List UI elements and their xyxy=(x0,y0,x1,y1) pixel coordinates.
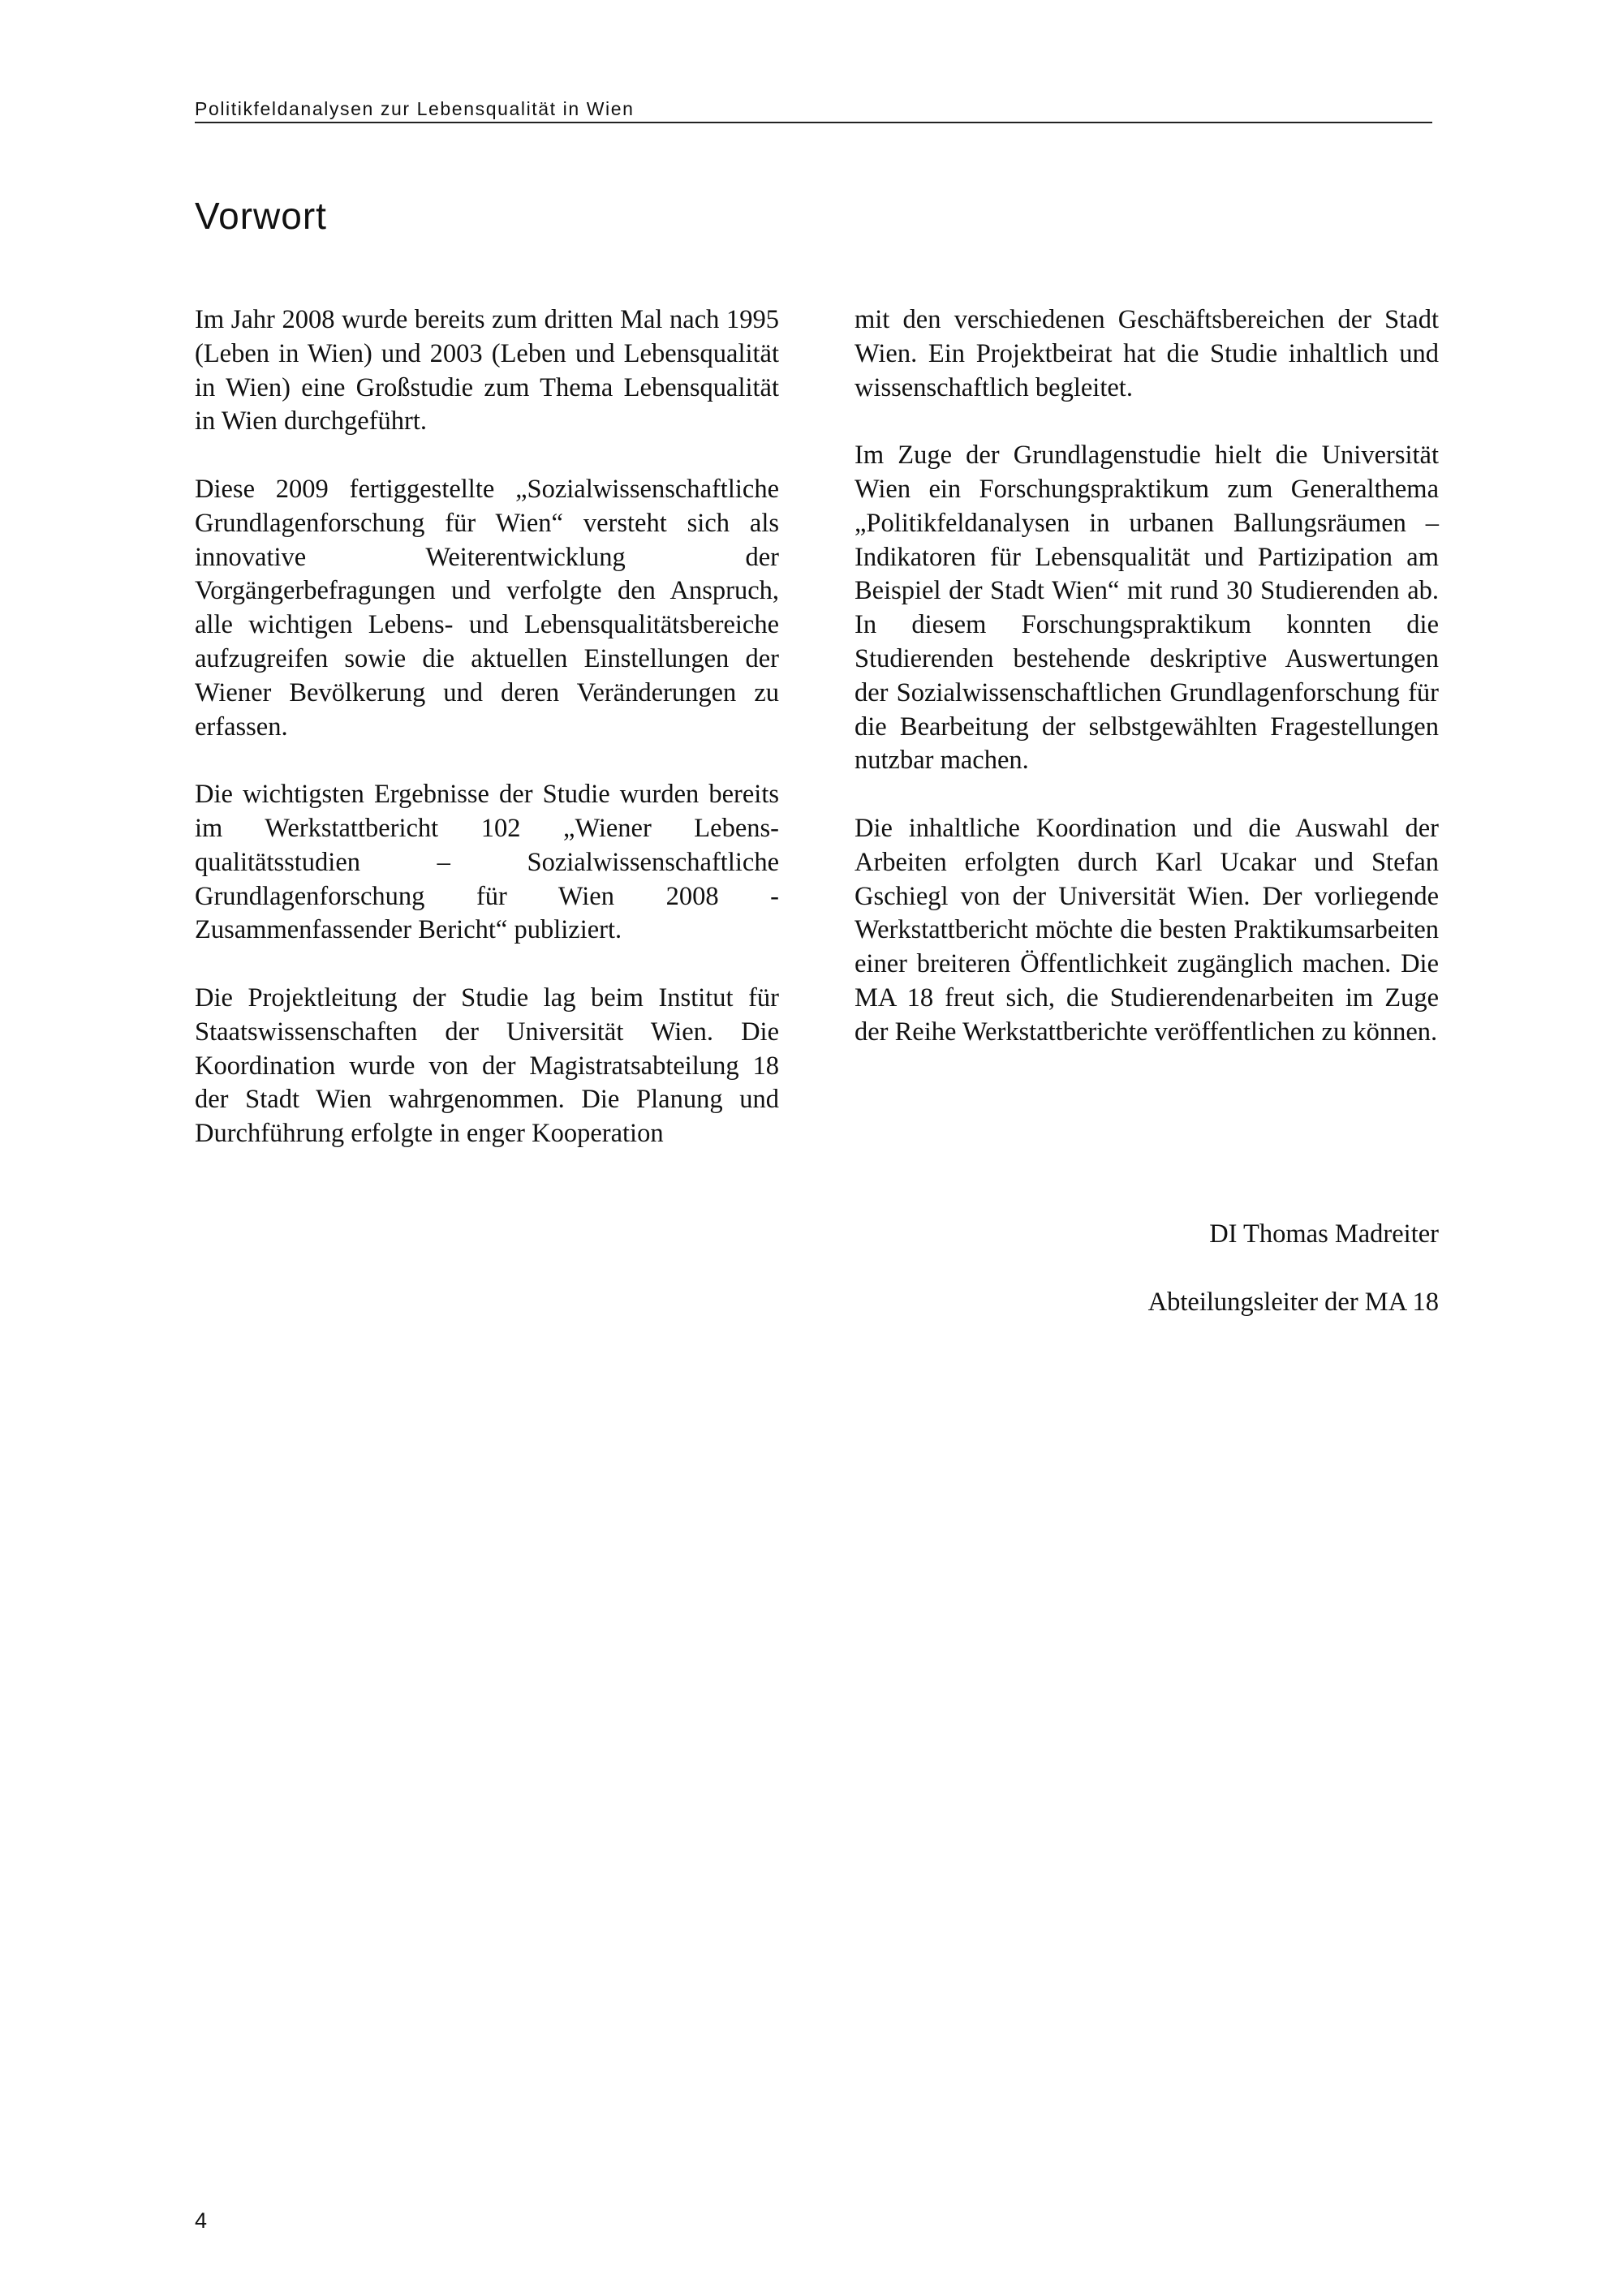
running-header: Politikfeldanalysen zur Lebensqualität in Wien xyxy=(195,97,1432,123)
signature-role: Abteilungsleiter der MA 18 xyxy=(1147,1288,1439,1317)
right-column xyxy=(855,303,1439,1083)
paragraph: Im Zuge der Grundlagenstudie hielt die Universität Wien ein Forschungspraktikum zum Generalthema „Politikfeldanalysen in urbanen Ballungsräumen – Indikatoren für Lebensqualität und Partizipation am Beispiel der Stadt Wien“ mit rund 30 Studierenden ab. In diesem Forschungspraktikum konnten die Studierenden bestehende deskriptive Auswertungen der Sozialwissenschaftlichen Grundlagenforschung für die Bearbeitung der selbstgewählten Fragestellungen nutzbar machen. xyxy=(855,441,1439,776)
signature-block xyxy=(855,1217,1439,1353)
paragraph: Im Jahr 2008 wurde bereits zum dritten Mal nach 1995 (Leben in Wien) und 2003 (Leben und Lebensqualität in Wien) eine Großstudie zum Thema Lebensqualität in Wien durchgeführt. xyxy=(195,305,779,436)
page-title: Vorwort xyxy=(195,195,327,237)
page-number: 4 xyxy=(195,2208,208,2233)
paragraph: Die Projektleitung der Studie lag beim Institut für Staatswissenschaften der Universität Wien. Die Koordination wurde von der Magistratsabteilung 18 der Stadt Wien wahrgenommen. Die Planung und Durchführung erfolgte in enger Kooperation xyxy=(195,982,779,1149)
paragraph: Die inhaltliche Koordination und die Auswahl der Arbeiten erfolgten durch Karl Ucakar und Stefan Gschiegl von der Universität Wien. Der vorliegende Werkstattbericht möchte die besten Praktikumsarbeiten einer breiteren Öffentlichkeit zugänglich machen. Die MA 18 freut sich, die Studierendenarbeiten im Zuge der Reihe Werkstattberichte veröffentlichen zu können. xyxy=(855,813,1439,1047)
signature-name: DI Thomas Madreiter xyxy=(1209,1219,1439,1249)
left-column xyxy=(195,303,779,1185)
paragraph: Diese 2009 fertiggestellte „Sozialwissenschaftliche Grundlagenforschung für Wien“ versteht sich als innovative Weiterentwicklung der Vorgängerbefragungen und verfolgte den Anspruch, alle wichtigen Lebens- und Lebensqualitätsbereiche aufzugreifen sowie die aktuellen Einstellungen der Wiener Bevölkerung und deren Veränderungen zu erfassen. xyxy=(195,474,779,742)
paragraph: mit den verschiedenen Geschäftsbereichen der Stadt Wien. Ein Projektbeirat hat die Studie inhaltlich und wissenschaftlich begleitet. xyxy=(855,305,1439,402)
paragraph: Die wichtigsten Ergebnisse der Studie wurden bereits im Werkstattbericht 102 „Wiener Lebensqualitätsstudien – Sozialwissenschaftliche Grundlagenforschung für Wien 2008 - Zusammenfassender Bericht“ publiziert. xyxy=(195,780,779,945)
